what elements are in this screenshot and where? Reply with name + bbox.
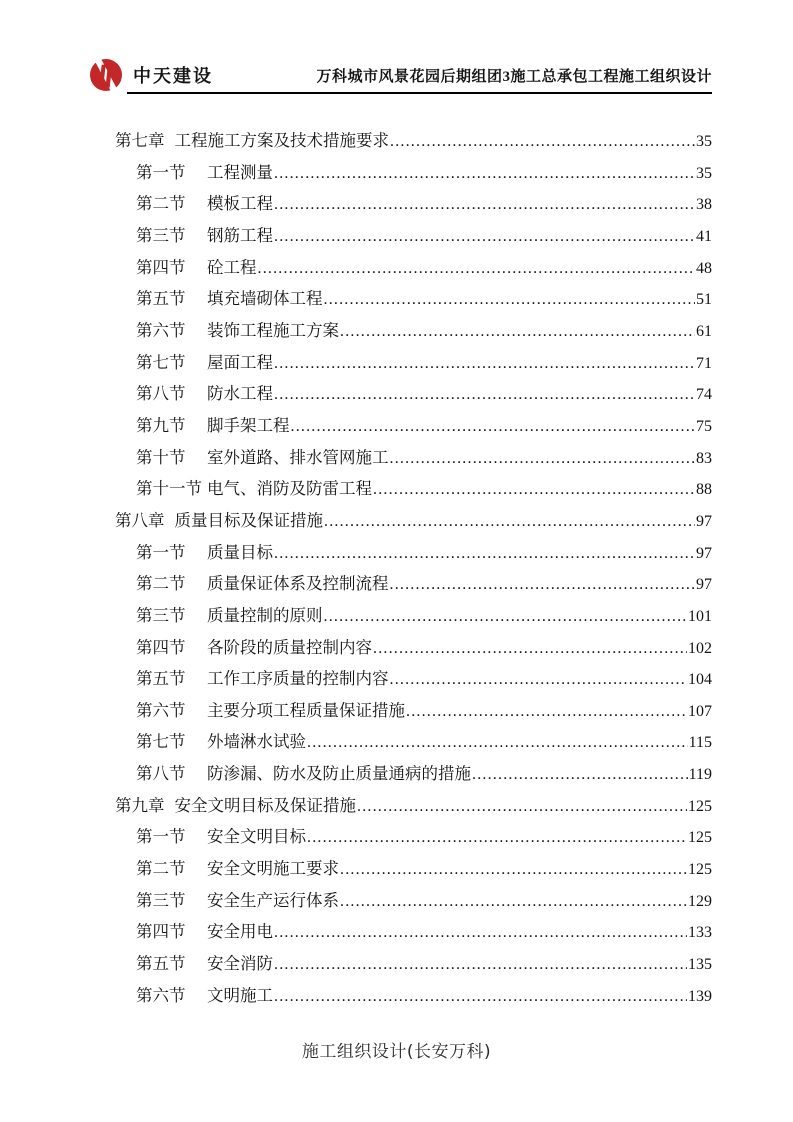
section-number: 第九节 xyxy=(136,415,186,435)
page-number: 139 xyxy=(688,987,712,1005)
section-number: 第一节 xyxy=(136,542,186,562)
toc-section-row xyxy=(115,632,712,664)
section-number: 第四节 xyxy=(136,637,186,657)
section-title: 安全消防 xyxy=(207,954,273,974)
dot-leader xyxy=(274,347,695,380)
toc-section-row xyxy=(115,220,712,252)
section-title: 防渗漏、防水及防止质量通病的措施 xyxy=(207,764,471,784)
dot-leader xyxy=(274,948,687,981)
page-number: 119 xyxy=(688,766,712,784)
toc-section-row xyxy=(115,188,712,220)
section-title: 装饰工程施工方案 xyxy=(207,320,339,340)
toc-section-row xyxy=(115,726,712,758)
section-title: 各阶段的质量控制内容 xyxy=(207,637,372,657)
page-number: 97 xyxy=(696,512,712,530)
dot-leader xyxy=(472,758,688,791)
section-title: 钢筋工程 xyxy=(207,225,273,245)
toc-section-row xyxy=(115,695,712,727)
section-number: 第一节 xyxy=(136,162,186,182)
dot-leader xyxy=(258,252,696,285)
section-number: 第二节 xyxy=(136,859,186,879)
dot-leader xyxy=(307,726,688,759)
toc-section-row xyxy=(115,663,712,695)
section-title: 防水工程 xyxy=(207,384,273,404)
dot-leader xyxy=(340,853,687,886)
dot-leader xyxy=(390,663,688,696)
section-number: 第六节 xyxy=(136,985,186,1005)
page-number: 102 xyxy=(688,639,712,657)
dot-leader xyxy=(340,315,695,348)
page-number: 101 xyxy=(688,607,712,625)
dot-leader xyxy=(274,916,687,949)
section-number: 第三节 xyxy=(136,890,186,910)
document-title: 万科城市风景花园后期组团3施工总承包工程施工组织设计 xyxy=(316,68,712,85)
page-number: 135 xyxy=(688,956,712,974)
page-number: 88 xyxy=(696,481,712,499)
section-title: 安全用电 xyxy=(207,922,273,942)
section-number: 第八节 xyxy=(136,764,186,784)
section-title: 质量目标 xyxy=(207,542,273,562)
dot-leader xyxy=(406,695,687,728)
page-number: 125 xyxy=(688,797,712,815)
toc-section-row xyxy=(115,473,712,505)
chapter-title: 安全文明目标及保证措施 xyxy=(174,795,356,815)
page-number: 38 xyxy=(696,196,712,214)
dot-leader xyxy=(274,220,695,253)
section-title: 主要分项工程质量保证措施 xyxy=(207,700,405,720)
section-number: 第六节 xyxy=(136,320,186,340)
section-title: 砼工程 xyxy=(207,257,257,277)
section-title: 安全生产运行体系 xyxy=(207,890,339,910)
section-title: 脚手架工程 xyxy=(207,415,290,435)
section-title: 电气、消防及防雷工程 xyxy=(207,479,372,499)
chapter-number: 第七章 xyxy=(115,131,165,150)
section-title: 模板工程 xyxy=(207,194,273,214)
company-logo-icon xyxy=(88,57,126,93)
dot-leader xyxy=(291,410,696,443)
chapter-number: 第八章 xyxy=(115,510,165,530)
section-number: 第七节 xyxy=(136,732,186,752)
toc-section-row xyxy=(115,600,712,632)
dot-leader xyxy=(373,632,687,665)
section-number: 第五节 xyxy=(136,289,186,309)
toc-section-row xyxy=(115,885,712,917)
section-number: 第四节 xyxy=(136,922,186,942)
page-number: 48 xyxy=(696,259,712,277)
table-of-contents xyxy=(115,125,712,1011)
page-number: 129 xyxy=(688,892,712,910)
toc-chapter-row xyxy=(115,790,712,822)
dot-leader xyxy=(324,505,695,538)
toc-section-row xyxy=(115,948,712,980)
page-number: 35 xyxy=(696,164,712,182)
page-footer-text: 施工组织设计(长安万科) xyxy=(301,1042,492,1062)
section-title: 屋面工程 xyxy=(207,352,273,372)
toc-section-row xyxy=(115,916,712,948)
dot-leader xyxy=(274,188,695,221)
section-number: 第四节 xyxy=(136,257,186,277)
company-name-label: 中天建设 xyxy=(133,66,213,86)
page-header xyxy=(88,56,712,94)
section-title: 质量控制的原则 xyxy=(207,605,323,625)
toc-section-row xyxy=(115,347,712,379)
toc-section-row xyxy=(115,283,712,315)
page-number: 104 xyxy=(688,671,712,689)
page-number: 61 xyxy=(696,322,712,340)
toc-section-row xyxy=(115,568,712,600)
page-number: 51 xyxy=(696,291,712,309)
toc-chapter-row xyxy=(115,125,712,157)
chapter-title: 质量目标及保证措施 xyxy=(174,510,323,530)
section-number: 第五节 xyxy=(136,954,186,974)
page-number: 41 xyxy=(696,227,712,245)
page-number: 97 xyxy=(696,576,712,594)
page-number: 35 xyxy=(696,133,712,150)
page-number: 71 xyxy=(696,354,712,372)
section-title: 工程测量 xyxy=(207,162,273,182)
section-title: 工作工序质量的控制内容 xyxy=(207,669,389,689)
section-number: 第三节 xyxy=(136,225,186,245)
dot-leader xyxy=(307,821,687,854)
dot-leader xyxy=(324,600,688,633)
dot-leader xyxy=(340,885,687,918)
section-number: 第十一节 xyxy=(136,479,202,499)
dot-leader xyxy=(274,980,687,1013)
dot-leader xyxy=(357,790,687,823)
toc-section-row xyxy=(115,821,712,853)
section-title: 填充墙砌体工程 xyxy=(207,289,323,309)
toc-section-row xyxy=(115,410,712,442)
toc-section-row xyxy=(115,442,712,474)
dot-leader xyxy=(274,537,695,570)
section-number: 第七节 xyxy=(136,352,186,372)
page-number: 133 xyxy=(688,924,712,942)
section-number: 第十节 xyxy=(136,447,186,467)
dot-leader xyxy=(274,157,695,190)
toc-section-row xyxy=(115,252,712,284)
section-number: 第二节 xyxy=(136,574,186,594)
toc-section-row xyxy=(115,980,712,1012)
toc-section-row xyxy=(115,758,712,790)
page-number: 125 xyxy=(688,861,712,879)
dot-leader xyxy=(390,442,696,475)
page-number: 97 xyxy=(696,544,712,562)
toc-chapter-row xyxy=(115,505,712,537)
dot-leader xyxy=(390,568,696,601)
section-number: 第一节 xyxy=(136,827,186,847)
page-number: 83 xyxy=(696,449,712,467)
section-title: 安全文明目标 xyxy=(207,827,306,847)
section-number: 第六节 xyxy=(136,700,186,720)
section-title: 外墙淋水试验 xyxy=(207,732,306,752)
toc-section-row xyxy=(115,315,712,347)
chapter-number: 第九章 xyxy=(115,795,165,815)
toc-section-row xyxy=(115,853,712,885)
section-title: 安全文明施工要求 xyxy=(207,859,339,879)
section-number: 第三节 xyxy=(136,605,186,625)
dot-leader xyxy=(373,473,695,506)
page-number: 107 xyxy=(688,702,712,720)
section-number: 第五节 xyxy=(136,669,186,689)
section-number: 第八节 xyxy=(136,384,186,404)
dot-leader xyxy=(274,378,695,411)
page-number: 115 xyxy=(688,734,712,752)
company-logo xyxy=(88,57,213,93)
page-number: 74 xyxy=(696,386,712,404)
chapter-title: 工程施工方案及技术措施要求 xyxy=(174,131,389,150)
toc-section-row xyxy=(115,157,712,189)
dot-leader xyxy=(390,125,695,158)
toc-section-row xyxy=(115,378,712,410)
header-divider xyxy=(127,92,712,94)
page-number: 125 xyxy=(688,829,712,847)
toc-section-row xyxy=(115,537,712,569)
dot-leader xyxy=(324,283,696,316)
section-title: 文明施工 xyxy=(207,985,273,1005)
section-title: 室外道路、排水管网施工 xyxy=(207,447,389,467)
section-title: 质量保证体系及控制流程 xyxy=(207,574,389,594)
page-number: 75 xyxy=(696,417,712,435)
section-number: 第二节 xyxy=(136,194,186,214)
